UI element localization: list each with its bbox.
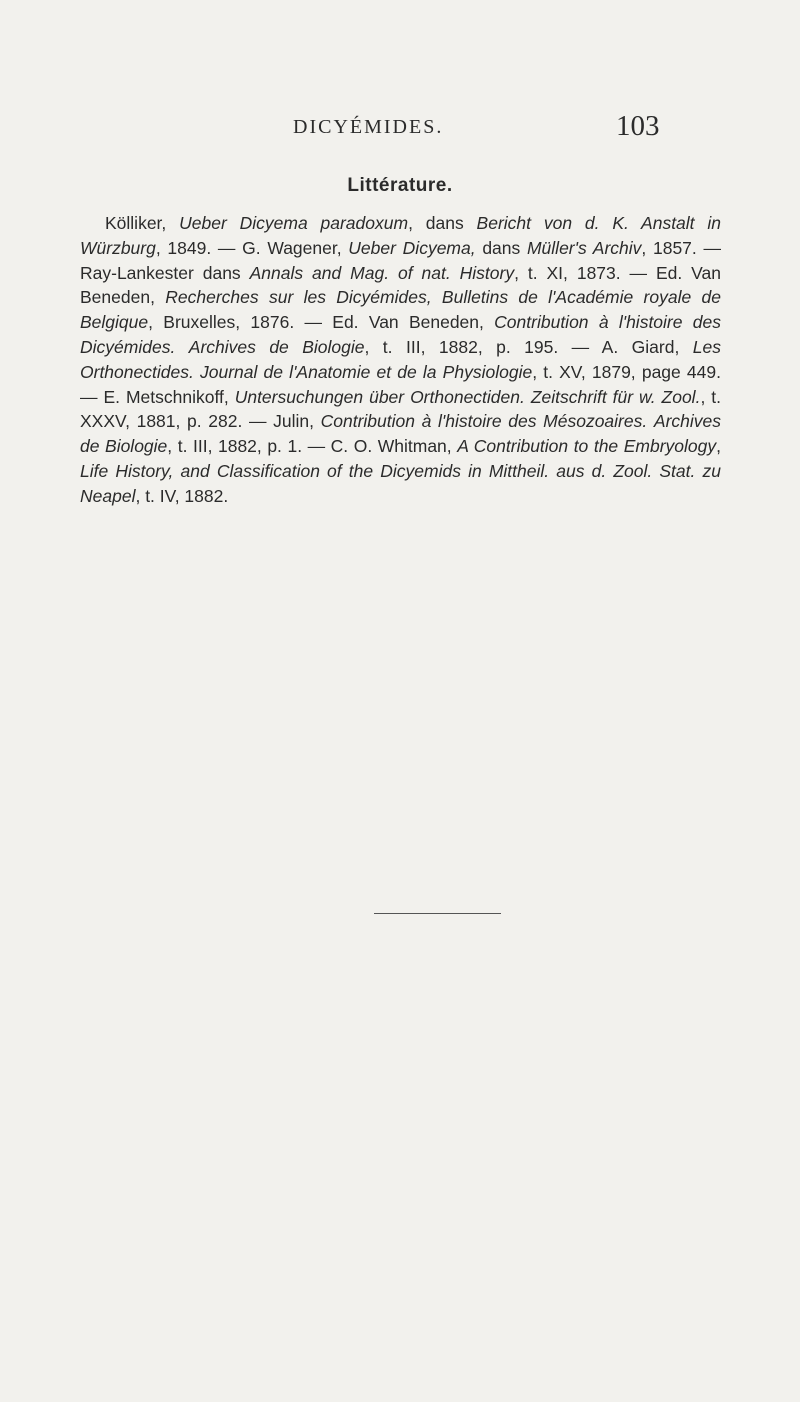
running-title: DICYÉMIDES. — [293, 116, 444, 138]
reference: Ed. Van Beneden, Contribution à l'histoire des Dicyémides. Archives de Biologie, t. III, 1882, p. 195. — — [80, 312, 721, 357]
section-divider — [374, 913, 501, 914]
page-header — [0, 110, 800, 150]
reference: Ray-Lankester dans Annals and Mag. of nat. History, t. XI, 1873. — — [80, 262, 656, 283]
section-title: Littérature. — [347, 175, 453, 196]
reference: C. O. Whitman, A Contribution to the Embryology, Life History, and Classification of the Dicyemids in Mittheil. aus d. Zool. Stat. zu Neapel, t. IV, 1882. — [80, 436, 721, 506]
page-number: 103 — [616, 110, 660, 142]
reference: Julin, Contribution à l'histoire des Mésozoaires. Archives de Biologie, t. III, 1882, p. 1. — — [80, 411, 721, 457]
reference: E. Metschnikoff, Untersuchungen über Orthonectiden. Zeitschrift für w. Zool., t. XXXV, 1881, p. 282. — — [80, 386, 721, 432]
reference: Kölliker, Ueber Dicyema paradoxum, dans Bericht von d. K. Anstalt in Würzburg, 1849. — — [80, 213, 721, 258]
reference: A. Giard, Les Orthonectides. Journal de l'Anatomie et de la Physiologie, t. XV, 1879, page 449. — — [80, 336, 721, 407]
reference: Ed. Van Beneden, Recherches sur les Dicyémides, Bulletins de l'Académie royale de Belgique, Bruxelles, 1876. — — [80, 262, 722, 333]
reference: G. Wagener, Ueber Dicyema, dans Müller's Archiv, 1857. — — [242, 237, 721, 258]
bibliography-paragraph — [80, 211, 721, 509]
